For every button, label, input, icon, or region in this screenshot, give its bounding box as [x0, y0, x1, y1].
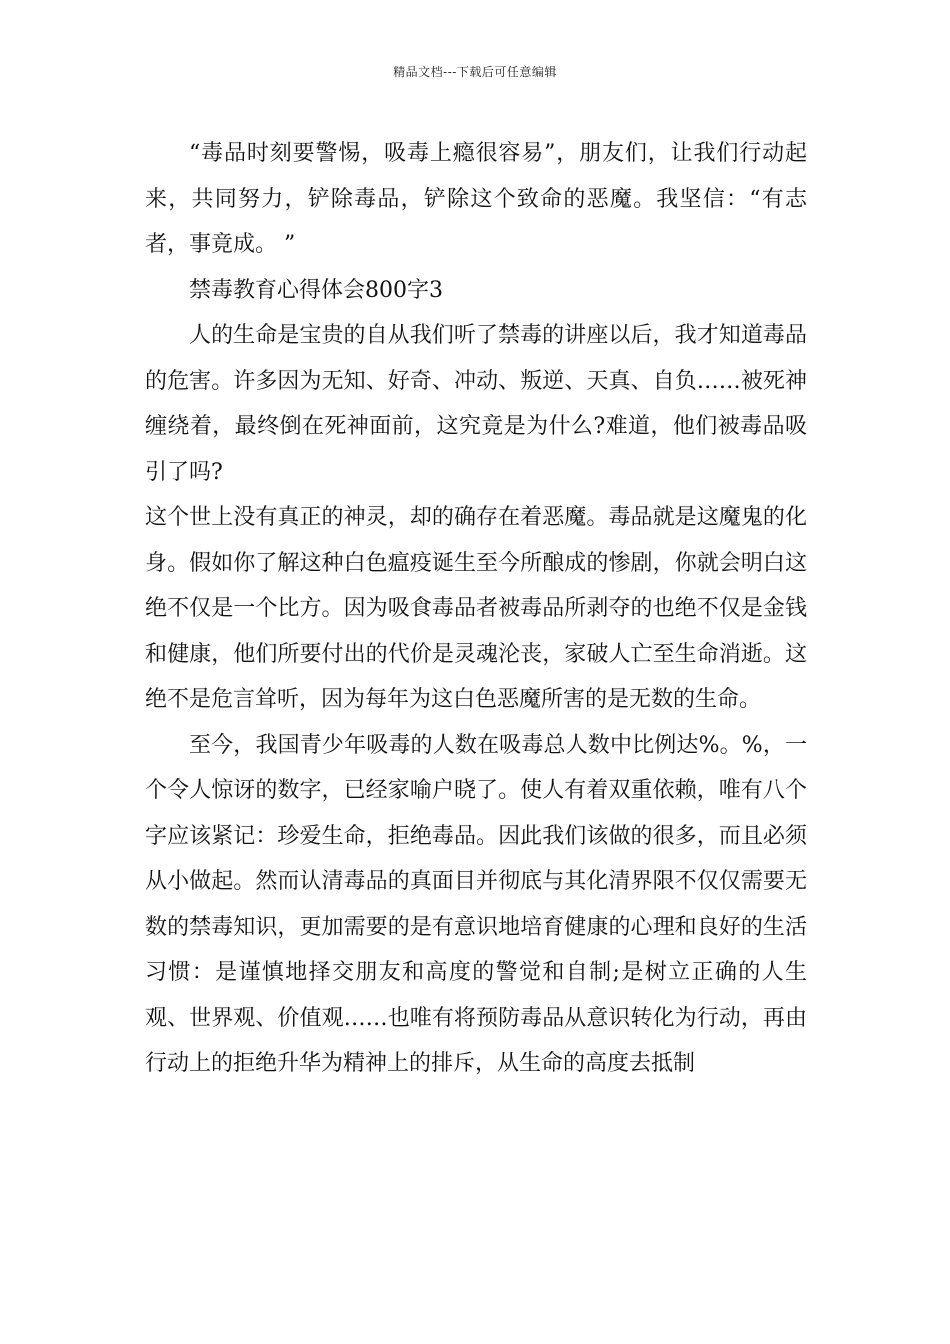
page-header: 精品文档---下载后可任意编辑	[393, 65, 557, 79]
paragraph-youth: 至今，我国青少年吸毒的人数在吸毒总人数中比例达%。%，一个令人惊讶的数字，已经家喻户晓了。使人有着双重依赖，唯有八个字应该紧记：珍爱生命，拒绝毒品。因此我们该做的很多，而且必须从小做起。然而认清毒品的真面目并彻底与其化清界限不仅仅需要无数的禁毒知识，更加需要的是有意识地培育健康的心理和良好的生活习惯：是谨慎地择交朋友和高度的警觉和自制;是树立正确的人生观、世界观、价值观……也唯有将预防毒品从意识转化为行动，再由行动上的拒绝升华为精神上的排斥，从生命的高度去抵制	[145, 732, 807, 1076]
paragraph-demon: 这个世上没有真正的神灵，却的确存在着恶魔。毒品就是这魔鬼的化身。假如你了解这种白色瘟疫诞生至今所酿成的惨剧，你就会明白这绝不仅是一个比方。因为吸食毒品者被毒品所剥夺的也绝不仅是金钱和健康，他们所要付出的代价是灵魂沦丧，家破人亡至生命消逝。这绝不是危言耸听，因为每年为这白色恶魔所害的是无数的生命。	[145, 505, 807, 712]
paragraph-conclusion: “毒品时刻要警惕，吸毒上瘾很容易”，朋友们，让我们行动起来，共同努力，铲除毒品，铲除这个致命的恶魔。我坚信：“有志者，事竟成。 ”	[145, 141, 807, 257]
paragraph-intro: 人的生命是宝贵的自从我们听了禁毒的讲座以后，我才知道毒品的危害。许多因为无知、好奇、冲动、叛逆、天真、自负……被死神缠绕着，最终倒在死神面前，这究竟是为什么?难道，他们被毒品吸引了吗?	[145, 323, 807, 485]
document-body	[145, 131, 807, 1087]
section-heading: 禁毒教育心得体会800字3	[189, 277, 443, 303]
